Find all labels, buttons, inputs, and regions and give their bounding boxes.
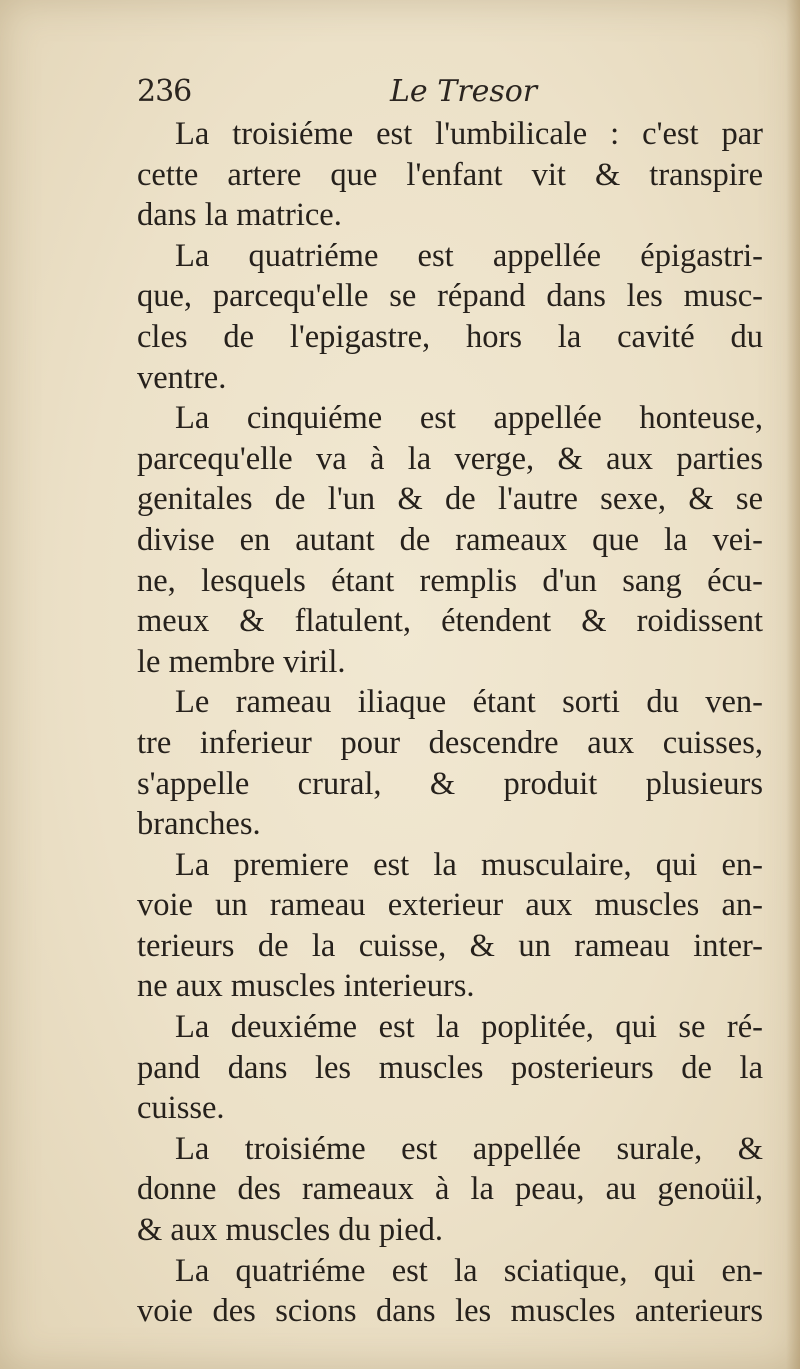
text-line: genitales de l'un & de l'autre sexe, & se	[137, 481, 763, 518]
text-line: voie des scions dans les muscles anterieurs	[137, 1293, 763, 1330]
text-line: cuisse.	[137, 1090, 225, 1127]
text-line: La premiere est la musculaire, qui en-	[175, 846, 763, 883]
text-line: La troisiéme est l'umbilicale : c'est par	[175, 116, 763, 152]
text-line: pand dans les muscles posterieurs de la	[137, 1049, 763, 1086]
page-number: 236	[137, 74, 192, 109]
text-line: Le rameau iliaque étant sorti du ven-	[175, 684, 763, 721]
text-line: La quatriéme est appellée épigastri-	[175, 237, 763, 274]
text-line: voie un rameau exterieur aux muscles an-	[137, 887, 763, 924]
text-line: divise en autant de rameaux que la vei-	[137, 521, 763, 558]
text-line: ventre.	[137, 359, 227, 396]
text-line: tre inferieur pour descendre aux cuisses,	[137, 724, 763, 761]
text-line: terieurs de la cuisse, & un rameau inter-	[137, 927, 763, 964]
text-line: La cinquiéme est appellée honteuse,	[175, 400, 763, 437]
text-line: cles de l'epigastre, hors la cavité du	[137, 318, 763, 355]
page-edge-shadow	[786, 0, 800, 1369]
body-text	[137, 114, 763, 1332]
text-line: & aux muscles du pied.	[137, 1212, 443, 1249]
text-line: parcequ'elle va à la verge, & aux parties	[137, 440, 763, 477]
text-line: cette artere que l'enfant vit & transpire	[137, 156, 763, 193]
text-line: ne aux muscles interieurs.	[137, 968, 475, 1005]
text-line: dans la matrice.	[137, 197, 342, 234]
text-line: branches.	[137, 806, 261, 843]
text-line: La troisiéme est appellée surale, &	[175, 1130, 763, 1167]
text-line: le membre viril.	[137, 643, 346, 680]
text-line: La deuxiéme est la poplitée, qui se ré-	[175, 1009, 763, 1046]
text-line: ne, lesquels étant remplis d'un sang écu-	[137, 562, 763, 599]
page-header	[0, 74, 800, 114]
text-line: meux & flatulent, étendent & roidissent	[137, 603, 763, 640]
text-line: s'appelle crural, & produit plusieurs	[137, 765, 763, 802]
text-line: que, parcequ'elle se répand dans les musc-	[137, 278, 763, 315]
text-line: La quatriéme est la sciatique, qui en-	[175, 1252, 763, 1289]
text-line: donne des rameaux à la peau, au genoüil,	[137, 1171, 763, 1208]
running-head: Le Tresor	[390, 74, 538, 109]
